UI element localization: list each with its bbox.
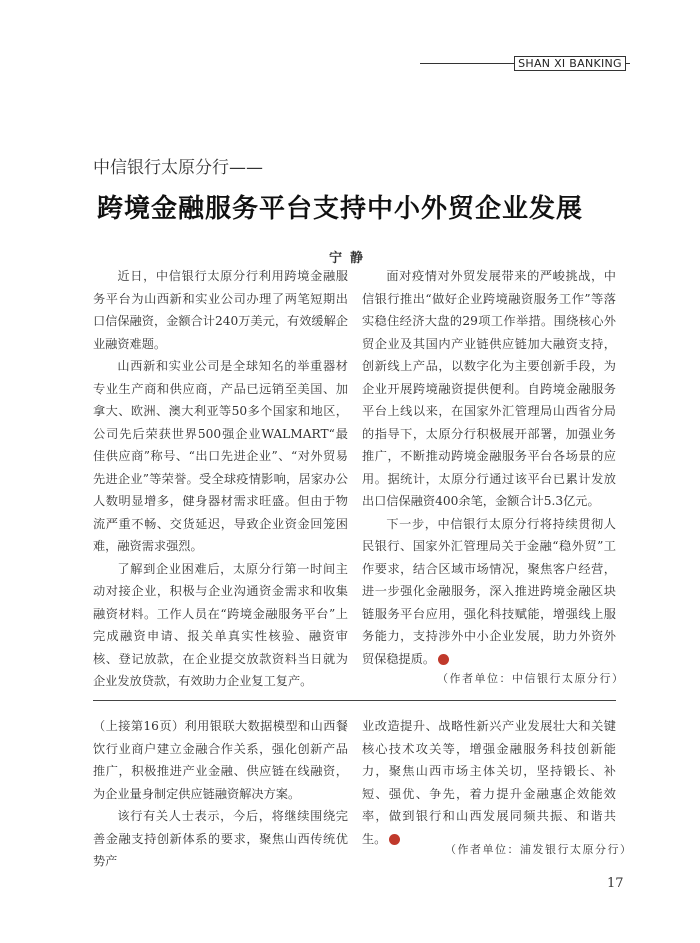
article-paragraph: 面对疫情对外贸发展带来的严峻挑战，中信银行推出“做好企业跨境融资服务工作”等落实稳住经济大盘的29项工作举措。围绕核心外贸企业及其国内产业链供应链加大融资支持，创新线上产品，以数字化为主要创新手段，为企业开展跨境融资提供便利。自跨境金融服务平台上线以来，在国家外汇管理局山西省分局的指导下，太原分行积极展开部署，加强业务推广，不断推动跨境金融服务平台各场景的应用。据统计，太原分行通过该平台已累计发放出口信保融资400余笔，金额合计5.3亿元。	[362, 269, 616, 508]
section-divider	[93, 700, 616, 701]
article-paragraph: 山西新和实业公司是全球知名的举重器材专业生产商和供应商，产品已远销至美国、加拿大、欧洲、澳大利亚等50多个国家和地区，公司先后荣获世界500强企业WALMART“最佳供应商”称号、“出口先进企业”、“对外贸易先进企业”等荣誉。受全球疫情影响，居家办公人数明显增多，健身器材需求旺盛。但由于物流严重不畅、交货延迟，导致企业资金回笼困难，融资需求强烈。	[93, 359, 348, 553]
page-number: 17	[607, 876, 624, 891]
article-paragraph: 了解到企业困难后，太原分行第一时间主动对接企业，积极与企业沟通资金需求和收集融资材料。工作人员在“跨境金融服务平台”上完成融资申请、报关单真实性核验、融资审核、登记放款，在企业提交放款资料当日就为企业发放贷款，有效助力企业复工复产。	[93, 561, 348, 688]
continuation-paragraph-text: 业改造提升、战略性新兴产业发展壮大和关键核心技术攻关等，增强金融服务科技创新能力，聚焦山西市场主体关切，坚持锻长、补短、强优、争先，着力提升金融惠企效能效率，做到银行和山西发展同频共振、和谐共生。	[362, 719, 616, 846]
seal-icon	[389, 834, 400, 845]
seal-icon	[438, 654, 449, 665]
article-title: 跨境金融服务平台支持中小外贸企业发展	[97, 194, 584, 224]
section-label-box	[514, 56, 626, 71]
article-paragraph: 近日，中信银行太原分行利用跨境金融服务平台为山西新和实业公司办理了两笔短期出口信保融资，金额合计240万美元，有效缓解企业融资难题。	[93, 269, 348, 351]
section-label: SHAN XI BANKING	[518, 57, 622, 70]
continuation-paragraph-last	[362, 715, 616, 850]
continuation-signoff: （作者单位：浦发银行太原分行）	[445, 843, 633, 856]
continuation-paragraph: 该行有关人士表示，今后，将继续围绕完善金融支持创新体系的要求，聚焦山西传统优势产	[93, 809, 348, 868]
article-column-left	[93, 265, 348, 693]
continuation-column-left	[93, 715, 348, 873]
article-paragraph-text: 下一步，中信银行太原分行将持续贯彻人民银行、国家外汇管理局关于金融“稳外贸”工作要求，结合区域市场情况，聚焦客户经营，进一步强化金融服务，深入推进跨境金融区块链服务平台应用，强化科技赋能，增强线上服务能力，支持涉外中小企业发展，助力外资外贸保稳提质。	[362, 516, 616, 666]
continuation-column-right	[362, 715, 616, 850]
article-column-right	[362, 265, 616, 670]
continuation-paragraph: （上接第16页）利用银联大数据模型和山西餐饮行业商户建立金融合作关系，强化创新产品推广，积极推进产业金融、供应链在线融资，为企业量身制定供应链融资解决方案。	[93, 719, 348, 801]
article-kicker: 中信银行太原分行——	[93, 158, 263, 178]
article-signoff: （作者单位：中信银行太原分行）	[437, 672, 625, 685]
article-paragraph-last	[362, 513, 616, 671]
article-author: 宁静	[328, 251, 371, 266]
